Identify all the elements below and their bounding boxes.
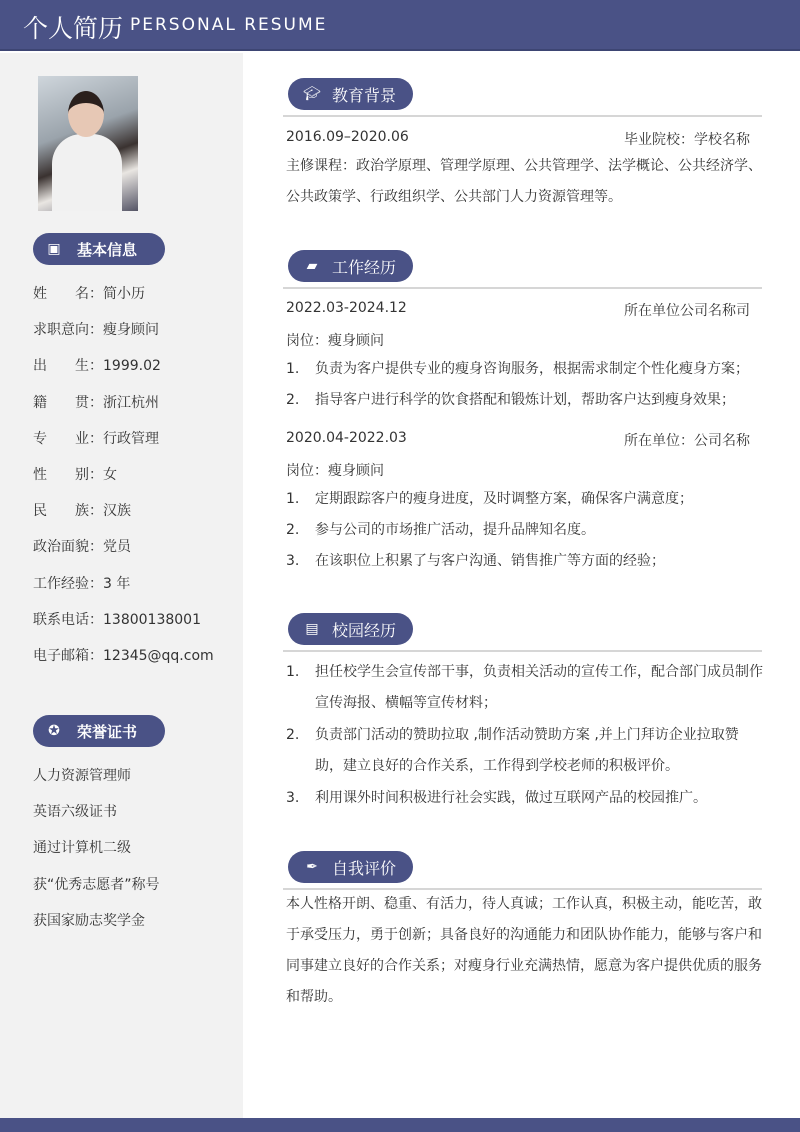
campus-text: 担任校学生会宣传部干事，负责相关活动的宣传工作，配合部门成员制作宣传海报、横幅等宣传材料；	[315, 664, 763, 711]
honor-item: 获“优秀志愿者”称号	[33, 876, 160, 893]
honor-item: 人力资源管理师	[33, 768, 131, 784]
campus-text: 利用课外时间积极进行社会实践，做过互联网产品的校园推广。	[315, 790, 707, 806]
basic-info-item: 电子邮箱：12345@qq.com	[33, 648, 214, 664]
basic-info-item: 民 族：汉族	[33, 503, 131, 520]
header	[0, 0, 800, 51]
divider	[283, 650, 762, 652]
education-heading: 🎓︎ 教育背景	[288, 78, 413, 110]
duty-text: 指导客户进行科学的饮食搭配和锻炼计划，帮助客户达到瘦身效果；	[315, 392, 735, 408]
list-number: 2.	[286, 392, 300, 408]
education-row: 2016.09–2020.06 毕业院校：学校名称	[286, 129, 750, 148]
honors-heading: ✪ 荣誉证书	[33, 715, 165, 747]
basic-info-item: 求职意向：瘦身顾问	[33, 322, 159, 339]
basic-info-item: 出 生：1999.02	[33, 358, 161, 375]
basic-info-item: 性 别：女	[33, 467, 117, 483]
id-card-icon: ▣	[47, 241, 61, 257]
basic-info-item: 姓 名：简小历	[33, 286, 145, 302]
job-date: 2020.04-2022.03	[286, 430, 407, 446]
duty-text: 参与公司的市场推广活动，提升品牌知名度。	[315, 522, 595, 538]
list-number: 1.	[286, 491, 300, 507]
basic-info-item: 专 业：行政管理	[33, 430, 159, 447]
self-eval-heading: ✒ 自我评价	[288, 851, 413, 883]
work-heading: ▰ 工作经历	[288, 250, 413, 282]
honor-item: 获国家励志奖学金	[33, 912, 145, 929]
basic-info-heading: ▣ 基本信息	[33, 233, 165, 265]
campus-heading: ▤ 校园经历	[288, 613, 413, 645]
divider	[283, 115, 762, 117]
basic-info-item: 联系电话：13800138001	[33, 611, 201, 628]
duty-text: 负责为客户提供专业的瘦身咨询服务，根据需求制定个性化瘦身方案；	[315, 361, 749, 377]
pen-icon: ✒	[306, 859, 318, 875]
job-position: 岗位：瘦身顾问	[286, 463, 384, 479]
award-icon: ✪	[48, 723, 60, 739]
basic-info-item: 籍 贯：浙江杭州	[33, 394, 159, 411]
job-company: 所在单位：公司名称	[624, 433, 750, 449]
duty-text: 在该职位上积累了与客户沟通、销售推广等方面的经验；	[315, 553, 665, 569]
badge-icon: ▤	[305, 621, 319, 637]
graduation-cap-icon: 🎓︎	[303, 86, 321, 102]
honor-item: 通过计算机二级	[33, 840, 131, 857]
list-number: 1.	[286, 361, 300, 377]
job-date: 2022.03-2024.12	[286, 300, 407, 316]
self-eval-text: 本人性格开朗、稳重、有活力，待人真诚；工作认真，积极主动，能吃苦，敢于承受压力，勇于创新；具备良好的沟通能力和团队协作能力，能够与客户和同事建立良好的合作关系；对瘦身行业充满热情，愿意为客户提供优质的服务和帮助。	[286, 896, 762, 1005]
job-company: 所在单位公司名称司	[624, 303, 750, 319]
campus-text: 负责部门活动的赞助拉取 ,制作活动赞助方案 ,并上门拜访企业拉取赞助，建立良好的合作关系，工作得到学校老师的积极评价。	[315, 727, 739, 774]
title-cn: 个人简历	[23, 14, 124, 43]
basic-info-item: 政治面貌：党员	[33, 539, 131, 556]
list-number: 3.	[286, 790, 300, 806]
footer-bar	[0, 1118, 800, 1132]
education-courses: 主修课程：政治学原理、管理学原理、公共管理学、法学概论、公共经济学、公共政策学、行政组织学、公共部门人力资源管理等。	[286, 158, 762, 205]
job-row	[286, 430, 756, 449]
job-row	[286, 300, 756, 319]
basic-info-item: 工作经验：3 年	[33, 575, 131, 592]
briefcase-icon: ▰	[306, 258, 318, 274]
list-number: 1.	[286, 664, 300, 680]
job-position: 岗位：瘦身顾问	[286, 333, 384, 349]
profile-photo	[38, 76, 138, 211]
list-number: 2.	[286, 727, 300, 743]
duty-text: 定期跟踪客户的瘦身进度，及时调整方案，确保客户满意度；	[315, 491, 693, 507]
honor-item: 英语六级证书	[33, 804, 117, 821]
list-number: 3.	[286, 553, 300, 569]
title-en: PERSONAL RESUME	[130, 15, 328, 35]
list-number: 2.	[286, 522, 300, 538]
divider	[283, 287, 762, 289]
